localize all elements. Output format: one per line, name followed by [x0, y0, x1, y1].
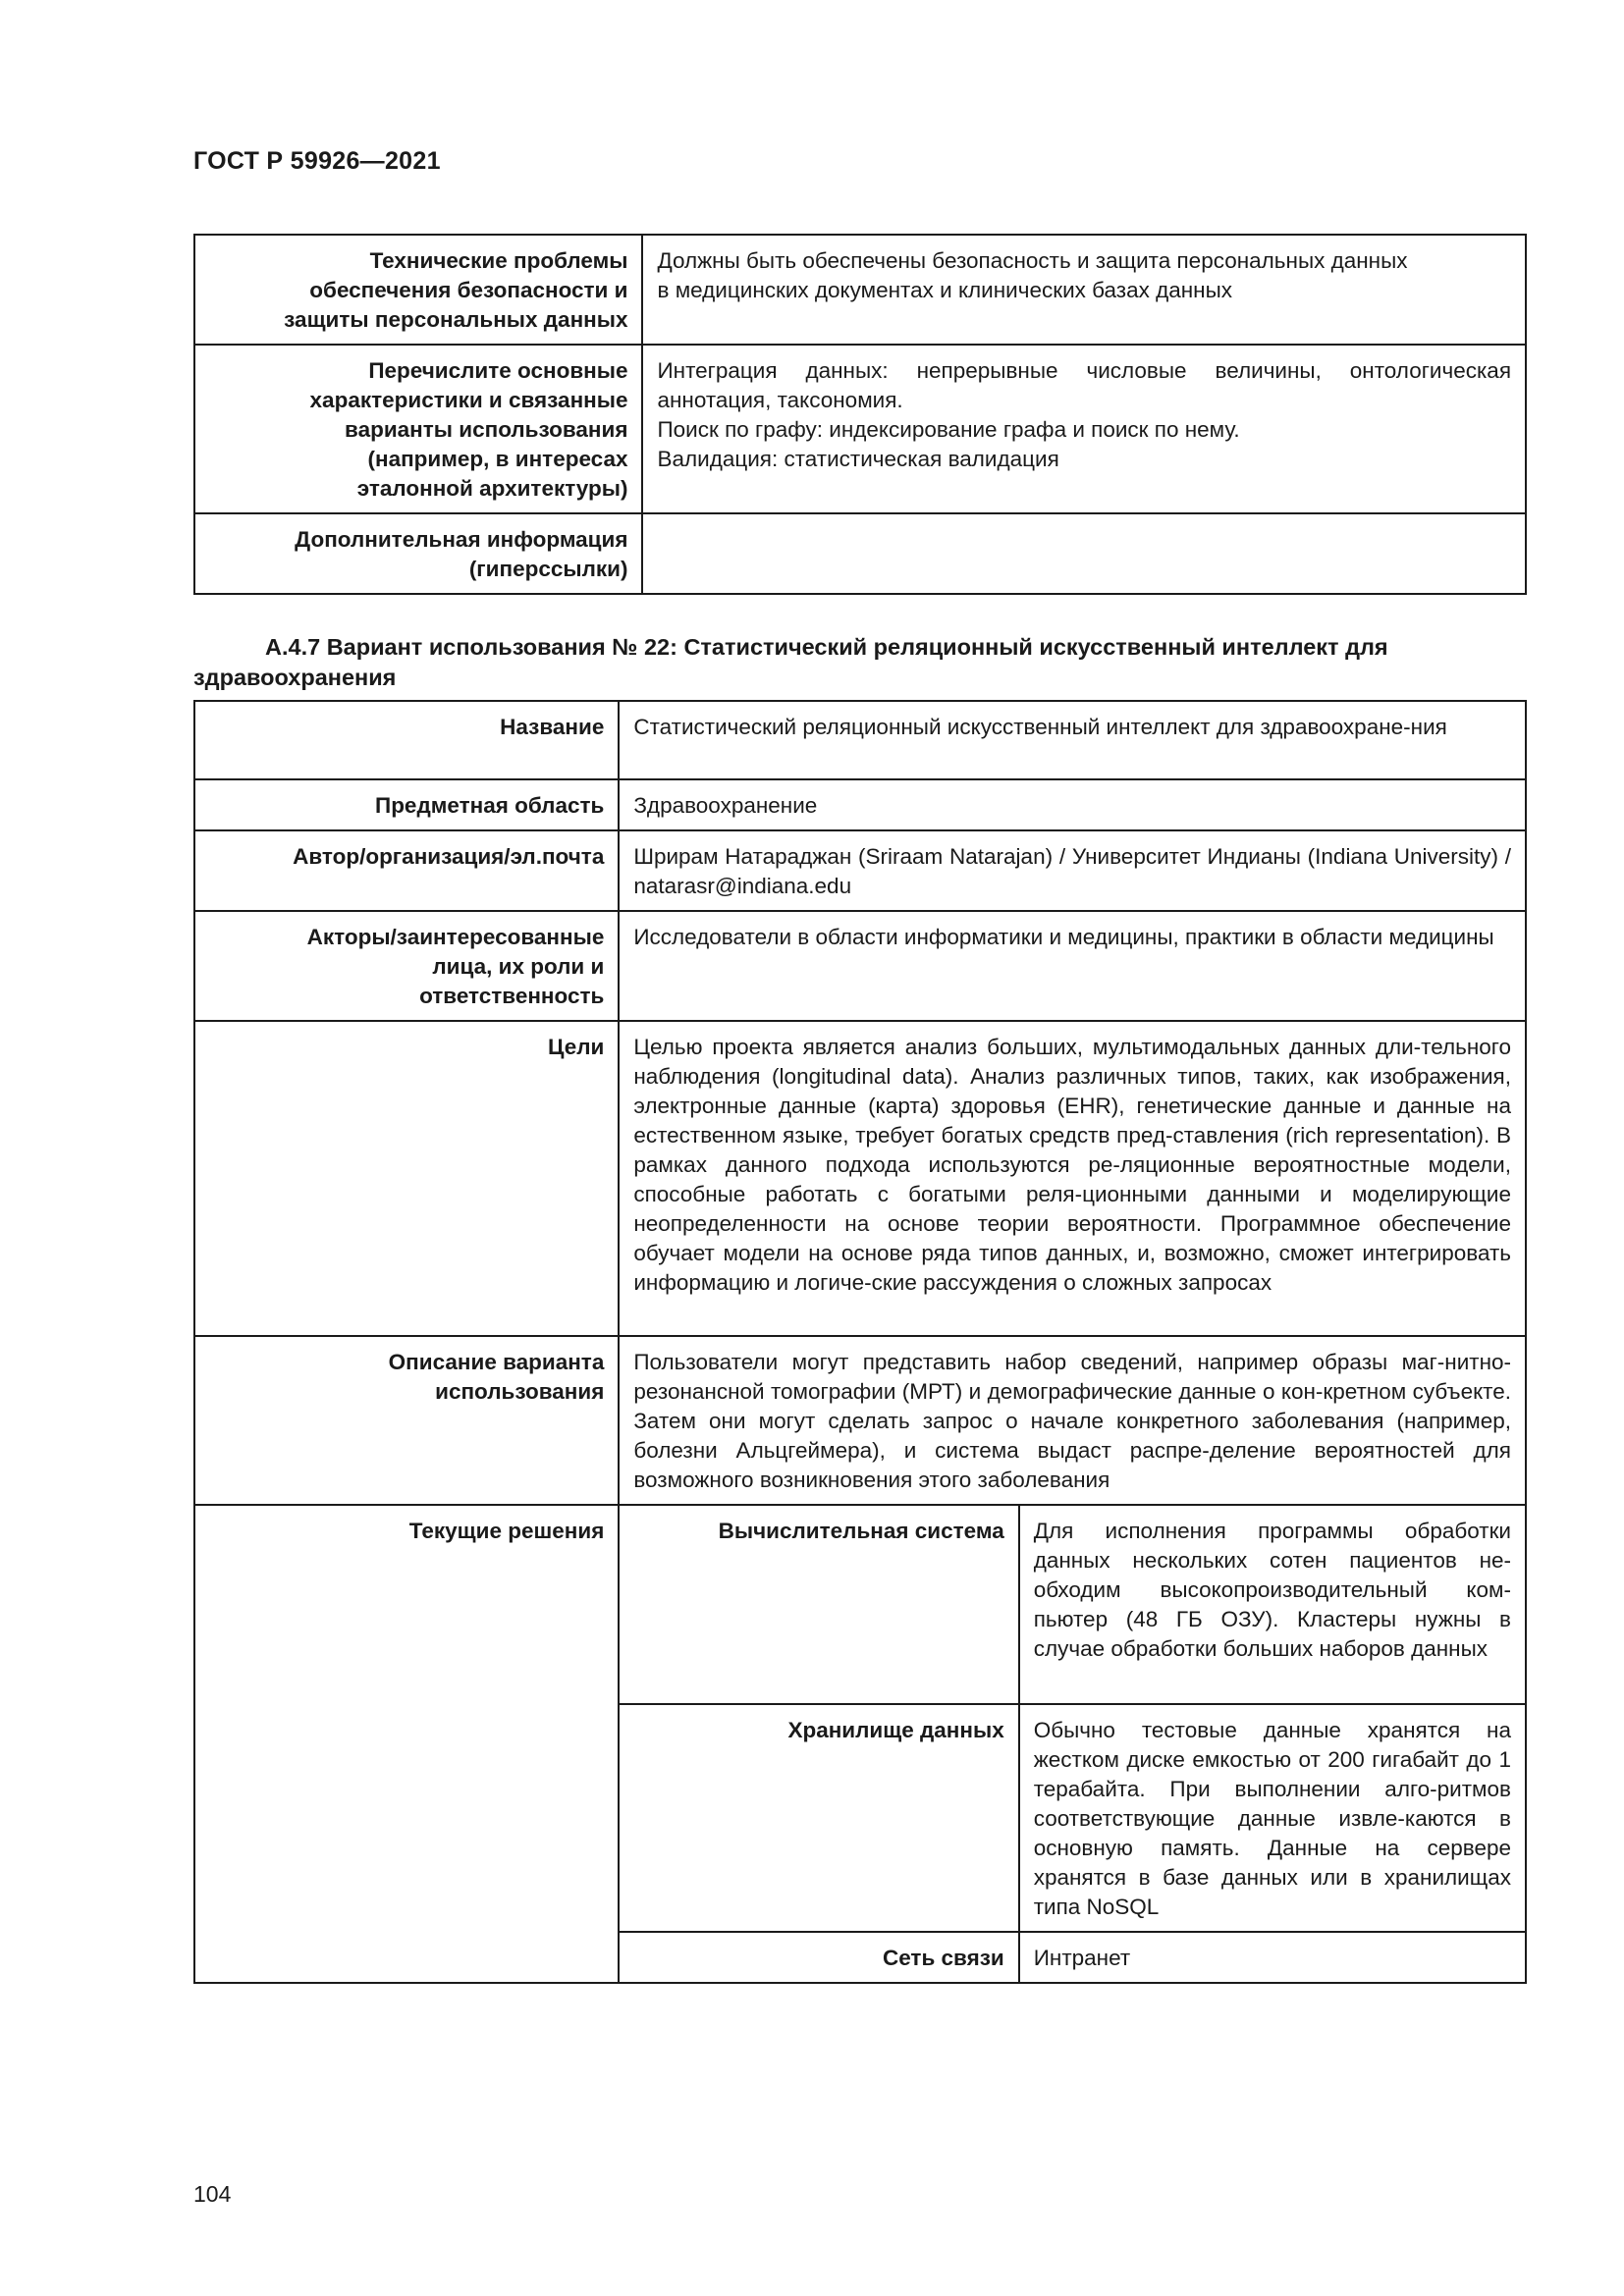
row-value: Пользователи могут представить набор сведений, например образы маг-нитно-резонансной томографии (МРТ) и демографические данные о кон-кретном субъекте. Затем они могут сделать запрос о начале конкретного заболевания (например, болезни Альцгеймера), и система выдаст распре-деление вероятностей для возможного возникновения этого заболевания	[619, 1336, 1526, 1505]
row-label: Цели	[194, 1021, 619, 1336]
label-line: Технические проблемы	[369, 248, 628, 273]
row-value-empty	[642, 513, 1526, 594]
subrow-label: Сеть связи	[619, 1932, 1018, 1983]
label-line: эталонной архитектуры)	[356, 476, 628, 501]
table-row	[194, 513, 1526, 594]
document-standard-id: ГОСТ Р 59926—2021	[193, 147, 441, 175]
table-row	[194, 701, 1526, 779]
table-row	[194, 830, 1526, 911]
subrow-label: Вычислительная система	[619, 1505, 1018, 1704]
row-label	[194, 235, 642, 345]
table-row	[194, 911, 1526, 1021]
label-line: (например, в интересах	[367, 447, 628, 471]
row-label: Название	[194, 701, 619, 779]
row-value	[642, 235, 1526, 345]
value-line: Интеграция данных: непрерывные числовые величины, онтологическая аннотация, таксономия.	[657, 358, 1511, 412]
subrow-value: Для исполнения программы обработки данных нескольких сотен пациентов не-обходим высокопроизводительный ком-пьютер (48 ГБ ОЗУ). Кластеры нужны в случае обработки больших наборов данных	[1019, 1505, 1526, 1704]
row-value: Статистический реляционный искусственный интеллект для здравоохране-ния	[619, 701, 1526, 779]
value-line: Поиск по графу: индексирование графа и поиск по нему.	[657, 417, 1240, 442]
label-line: лица, их роли и	[432, 954, 605, 979]
row-value	[642, 345, 1526, 513]
table-row	[194, 235, 1526, 345]
subrow-label: Хранилище данных	[619, 1704, 1018, 1932]
subrow-value: Обычно тестовые данные хранятся на жестком диске емкостью от 200 гигабайт до 1 терабайта. При выполнении алго-ритмов соответствующие данные извле-каются в основную память. Данные на сервере хранятся в базе данных или в хранилищах типа NoSQL	[1019, 1704, 1526, 1932]
label-line: Дополнительная информация	[295, 527, 628, 552]
table-row	[194, 345, 1526, 513]
value-line: Валидация: статистическая валидация	[657, 447, 1059, 471]
row-value: Шрирам Натараджан (Sriraam Natarajan) / Университет Индианы (Indiana University) / natarasr@indiana.edu	[619, 830, 1526, 911]
page-number: 104	[193, 2181, 232, 2207]
row-label	[194, 345, 642, 513]
table-row	[194, 1336, 1526, 1505]
value-line: в медицинских документах и клинических базах данных	[657, 278, 1233, 302]
label-line: использования	[435, 1379, 605, 1404]
row-label	[194, 911, 619, 1021]
row-value: Исследователи в области информатики и медицины, практики в области медицины	[619, 911, 1526, 1021]
table-row	[194, 1021, 1526, 1336]
label-line: защиты персональных данных	[284, 307, 628, 332]
row-value: Целью проекта является анализ больших, мультимодальных данных дли-тельного наблюдения (longitudinal data). Анализ различных типов, таких, как изображения, электронные данные (карта) здоровья (EHR), генетические данные и данные на естественном языке, требует богатых средств пред-ставления (rich representation). В рамках данного подхода используются ре-ляционные вероятностные модели, способные работать с богатыми реля-ционными данными и моделирующие неопределенности на основе теории вероятности. Программное обеспечение обучает модели на основе ряда типов данных, и, возможно, сможет интегрировать информацию и логиче-ские рассуждения о сложных запросах	[619, 1021, 1526, 1336]
use-case-continuation-table	[193, 234, 1527, 595]
row-value: Здравоохранение	[619, 779, 1526, 830]
table-row	[194, 779, 1526, 830]
use-case-22-table	[193, 700, 1527, 1984]
value-line: Должны быть обеспечены безопасность и защита персональных данных	[657, 248, 1408, 273]
row-label: Автор/организация/эл.почта	[194, 830, 619, 911]
section-heading: А.4.7 Вариант использования № 22: Статистический реляционный искусственный интеллект для здравоохранения	[193, 634, 1388, 690]
row-label	[194, 1336, 619, 1505]
row-label: Предметная область	[194, 779, 619, 830]
label-line: Акторы/заинтересованные	[306, 925, 605, 949]
label-line: (гиперссылки)	[468, 557, 628, 581]
table-row	[194, 1505, 1526, 1704]
label-line: Перечислите основные	[368, 358, 628, 383]
subrow-value: Интранет	[1019, 1932, 1526, 1983]
row-label: Текущие решения	[194, 1505, 619, 1983]
label-line: Описание варианта	[388, 1350, 605, 1374]
label-line: варианты использования	[345, 417, 628, 442]
row-label	[194, 513, 642, 594]
label-line: ответственность	[419, 984, 605, 1008]
label-line: обеспечения безопасности и	[309, 278, 628, 302]
label-line: характеристики и связанные	[309, 388, 628, 412]
